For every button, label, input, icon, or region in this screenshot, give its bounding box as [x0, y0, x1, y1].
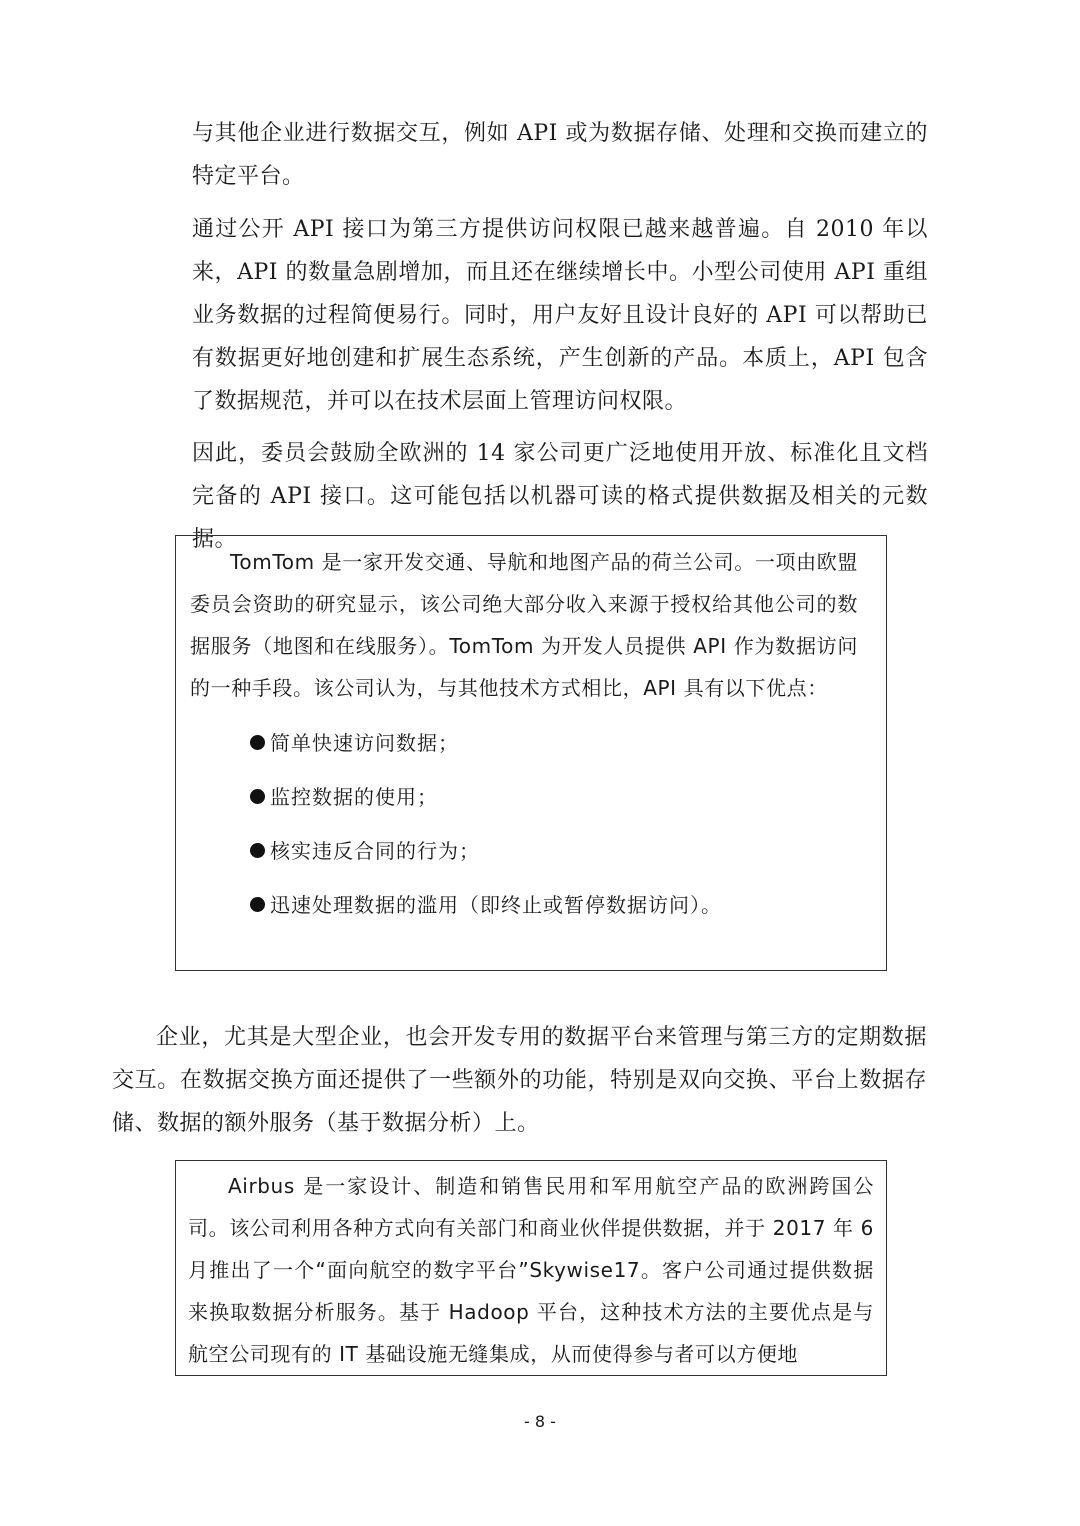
bullet-dot-icon	[250, 843, 265, 858]
airbus-case-box	[175, 1160, 887, 1376]
list-item: 迅速处理数据的滥用（即终止或暂停数据访问）。	[190, 889, 858, 921]
airbus-case-text: Airbus 是一家设计、制造和销售民用和军用航空产品的欧洲跨国公司。该公司利用各种方式向有关部门和商业伙伴提供数据，并于 2017 年 6 月推出了一个“面向航空的数字平台”Skywise17。客户公司通过提供数据来换取数据分析服务。基于 Hadoop 平台，这种技术方法的主要优点是与航空公司现有的 IT 基础设施无缝集成，从而使得参与者可以方便地	[188, 1174, 874, 1366]
list-item: 简单快速访问数据；	[190, 727, 858, 759]
page-number: - 8 -	[524, 1412, 556, 1431]
paragraph-enterprise-platforms: 企业，尤其是大型企业，也会开发专用的数据平台来管理与第三方的定期数据交互。在数据交换方面还提供了一些额外的功能，特别是双向交换、平台上数据存储、数据的额外服务（基于数据分析）上。	[112, 1025, 927, 1136]
tomtom-case-box	[175, 535, 887, 971]
paragraph-commission-encourage: 因此，委员会鼓励全欧洲的 14 家公司更广泛地使用开放、标准化且文档完备的 API 接口。这可能包括以机器可读的格式提供数据及相关的元数据。	[192, 441, 928, 552]
tomtom-advantages-list	[190, 727, 858, 921]
bullet-dot-icon	[250, 789, 265, 804]
paragraph-api-trend: 通过公开 API 接口为第三方提供访问权限已越来越普遍。自 2010 年以来，API 的数量急剧增加，而且还在继续增长中。小型公司使用 API 重组业务数据的过程简便易行。同时，用户友好且设计良好的 API 可以帮助已有数据更好地创建和扩展生态系统，产生创新的产品。本质上，API 包含了数据规范，并可以在技术层面上管理访问权限。	[192, 217, 928, 414]
list-item: 核实违反合同的行为；	[190, 835, 858, 867]
paragraph-platform-intro: 与其他企业进行数据交互，例如 API 或为数据存储、处理和交换而建立的特定平台。	[192, 121, 928, 189]
bullet-dot-icon	[250, 735, 265, 750]
tomtom-case-text: TomTom 是一家开发交通、导航和地图产品的荷兰公司。一项由欧盟委员会资助的研究显示，该公司绝大部分收入来源于授权给其他公司的数据服务（地图和在线服务）。TomTom 为开发人员提供 API 作为数据访问的一种手段。该公司认为，与其他技术方式相比，API 具有以下优点：	[190, 550, 858, 700]
bullet-dot-icon	[250, 897, 265, 912]
list-item: 监控数据的使用；	[190, 781, 858, 813]
